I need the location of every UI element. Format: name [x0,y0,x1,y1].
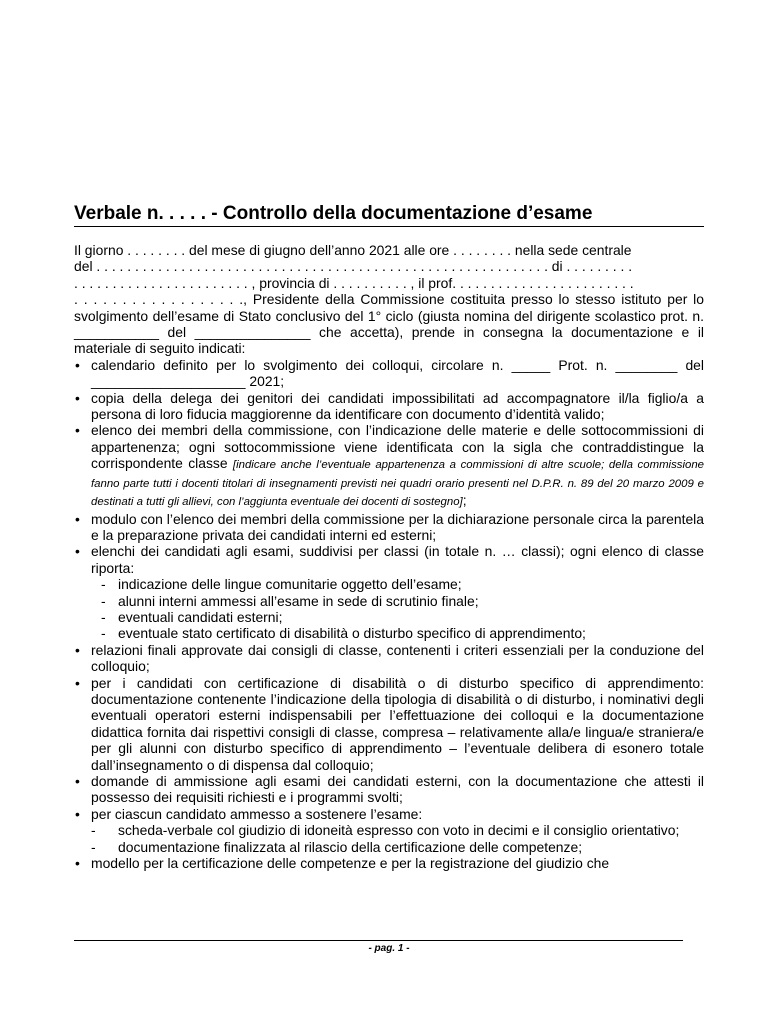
intro-line-2: del . . . . . . . . . . . . . . . . . . . . . . . . . . . . . . . . . . . . . . . . . . . . . . . . . . . . . . . . . . . di . . . . . . . . . [74,258,633,275]
candidate-sublist [91,822,704,855]
list-item-text: domande di ammissione agli esami dei candidati esterni, con la documentazione che attesti il possesso dei requisiti richiesti e i programmi svolti; [91,773,704,806]
sublist-item: - scheda-verbale col giudizio di idoneità espresso con voto in decimi e il consiglio orientativo; [91,822,704,838]
list-item [74,675,704,773]
list-item-text: per i candidati con certificazione di disabilità o di disturbo specifico di apprendimento: documentazione contenente l’indicazione della tipologia di disabilità o di disturbo, i nominativi degli eventuali operatori esterni indispensabili per l’effettuazione dei colloqui e la documentazione didattica fornita dai rispettivi consigli di classe, compresa – relativamente alla/e lingua/e straniera/e per gli alunni con disturbo specifico di apprendimento – l’eventuale delibera di esonero totale dall’insegnamento o di dispensa dal colloquio; [91,674,704,773]
list-item-text: per ciascun candidato ammesso a sostenere l’esame: [91,805,423,822]
list-item [74,543,704,641]
list-item [74,806,704,855]
sublist-item: - alunni interni ammessi all’esame in sede di scrutinio finale; [91,593,704,609]
list-item-text: copia della delega dei genitori dei candidati impossibilitati ad accompagnatore il/la figlio/a a persona di loro fiducia maggiorenne da identificare con documento d’identità valido; [91,389,704,423]
sublist-item: - documentazione finalizzata al rilascio della certificazione delle competenze; [91,839,704,855]
list-item-note: [indicare anche l’eventuale appartenenza a commissioni di altre scuole; della commissione fanno parte tutti i docenti titolari di insegnamenti previsti nei quadri orario presenti nel D.P.R. n. 89 del 20 marzo 2009 e destinati a tutti gli allievi, con l’aggiunta eventuale dei docenti di sostegno] [91,459,705,509]
sublist-item: - eventuale stato certificato di disabilità o disturbo specifico di apprendimento; [91,625,704,641]
document-page [74,0,704,1024]
list-item [74,642,704,675]
list-item-text: calendario definito per lo svolgimento dei colloqui, circolare n. _____ Prot. n. ________ del ____________________ 2021; [91,356,704,390]
sublist-item: - indicazione delle lingue comunitarie oggetto dell’esame; [91,576,704,592]
list-item-tail: ; [462,492,467,509]
list-item [74,855,704,871]
documentation-list [74,357,704,872]
list-item [74,511,704,544]
intro-paragraph: . . . . . . . . . . . . . . . . . ., Presidente della Commissione costituita presso lo stesso istituto per lo svolgimento dell’esame di Stato conclusivo del 1° ciclo (giusta nomina del dirigente scolastico prot. n. ___________ del _______________ che accetta), prende in consegna la documentazione e il materiale di seguito indicati: [74,291,704,357]
list-item-text: modulo con l’elenco dei membri della commissione per la dichiarazione personale circa la parentela e la preparazione privata dei candidati interni ed esterni; [91,510,704,543]
list-item [74,422,704,510]
sublist-item: - eventuali candidati esterni; [91,609,704,625]
footer-divider [74,940,683,941]
list-item [74,357,704,390]
intro-line-1: Il giorno . . . . . . . . del mese di giugno dell’anno 2021 alle ore . . . . . . . . nella sede centrale [74,242,632,258]
list-item-text: elenco dei membri della commissione, con l’indicazione delle materie e delle sottocommissioni di appartenenza; ogni sottocommissione viene identificata con la sigla che contraddistingue la corrispondente classe [91,422,704,472]
list-item [74,773,704,806]
page-number: - pag. 1 - [368,943,410,954]
intro-line-3: . . . . . . . . . . . . . . . . . . . . . . . , provincia di . . . . . . . . . . , il prof. . . . . . . . . . . . . . . . . . . . . . . . [74,274,634,291]
list-item-text: relazioni finali approvate dai consigli di classe, contenenti i criteri essenziali per la conduzione del colloquio; [91,641,704,675]
list-item-text: modello per la certificazione delle competenze e per la registrazione del giudizio che [91,855,610,872]
page-title: Verbale n. . . . . - Controllo della documentazione d’esame [74,203,704,227]
document-body [74,242,704,871]
class-sublist [91,576,704,642]
list-item [74,390,704,423]
list-item-text: elenchi dei candidati agli esami, suddivisi per classi (in totale n. … classi); ogni elenco di classe riporta: [91,543,704,576]
